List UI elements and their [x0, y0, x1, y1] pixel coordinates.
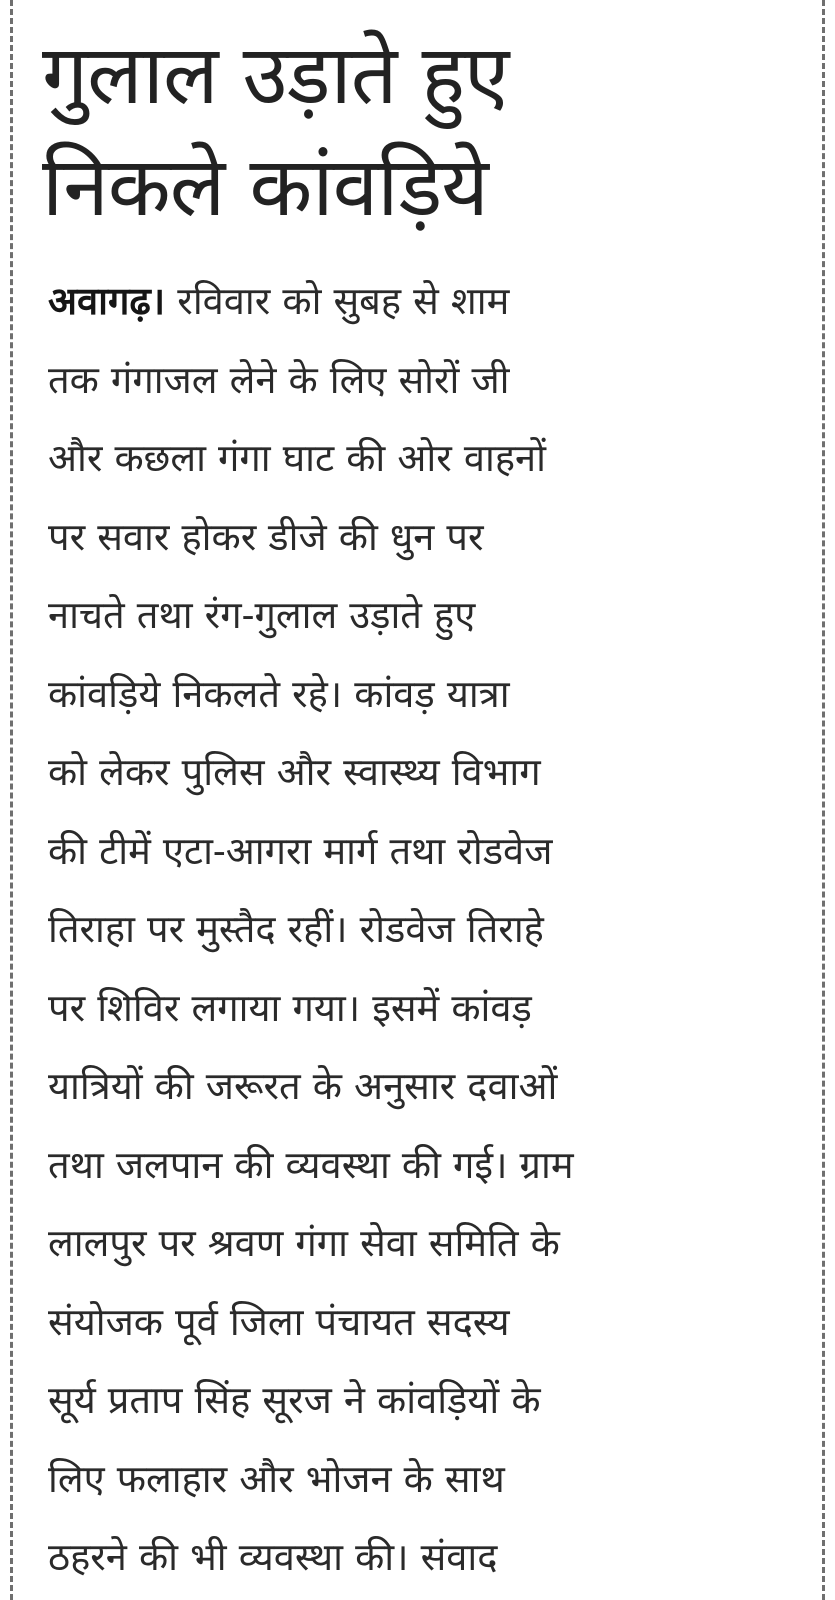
- article-line: और कछला गंगा घाट की ओर वाहनों: [48, 436, 546, 480]
- article-line: तथा जलपान की व्यवस्था की गई। ग्राम: [48, 1142, 574, 1187]
- article-line: संयोजक पूर्व जिला पंचायत सदस्य: [48, 1299, 510, 1344]
- article-body: [48, 262, 808, 1597]
- article-line: तिराहा पर मुस्तैद रहीं। रोडवेज तिराहे: [48, 907, 544, 951]
- right-cut-border: [822, 0, 825, 1600]
- article-line: तक गंगाजल लेने के लिए सोरों जी: [48, 357, 510, 402]
- article-line: को लेकर पुलिस और स्वास्थ्य विभाग: [48, 750, 541, 794]
- article-line: कांवड़िये निकलते रहे। कांवड़ यात्रा: [48, 671, 510, 716]
- headline: [42, 20, 802, 244]
- article-line: सूर्य प्रताप सिंह सूरज ने कांवड़ियों के: [48, 1378, 541, 1422]
- first-line-text: रविवार को सुबह से शाम: [165, 279, 510, 323]
- article-line: पर सवार होकर डीजे की धुन पर: [48, 514, 484, 559]
- headline-line-1: गुलाल उड़ाते हुए: [42, 28, 509, 123]
- article-line-1: [48, 262, 808, 341]
- article-line: यात्रियों की जरूरत के अनुसार दवाओं: [48, 1064, 558, 1108]
- article-line: पर शिविर लगाया गया। इसमें कांवड़: [48, 985, 532, 1030]
- article-line: लालपुर पर श्रवण गंगा सेवा समिति के: [48, 1221, 560, 1265]
- article-line: नाचते तथा रंग-गुलाल उड़ाते हुए: [48, 593, 476, 637]
- left-cut-border: [10, 0, 13, 1600]
- article-line: लिए फलाहार और भोजन के साथ: [48, 1456, 505, 1501]
- headline-line-2: निकले कांवड़िये: [42, 140, 488, 235]
- article-line: की टीमें एटा-आगरा मार्ग तथा रोडवेज: [48, 828, 553, 873]
- article-line-last: ठहरने की भी व्यवस्था की। संवाद: [48, 1535, 498, 1579]
- dateline: अवागढ़।: [48, 279, 166, 323]
